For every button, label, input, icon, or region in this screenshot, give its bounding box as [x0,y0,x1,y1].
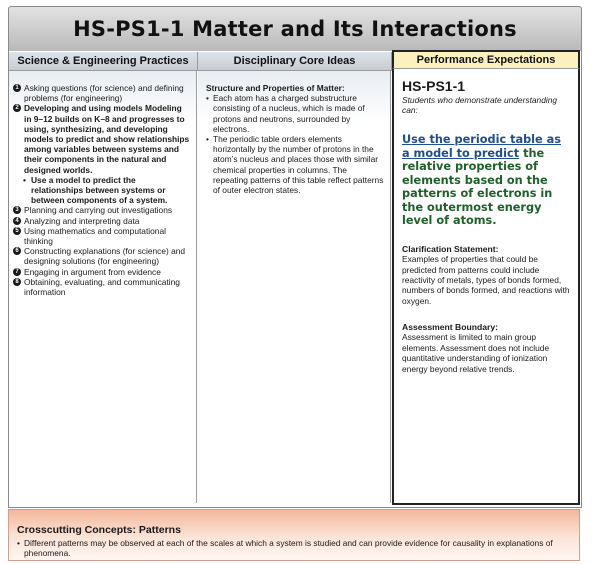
sep-column-header: Science & Engineering Practices [9,52,198,71]
assessment-text: Assessment is limited to main group elements. Assessment does not include quantitative understanding of ionization energy beyond relative trends. [402,332,550,374]
number-badge-icon: 2 [13,104,21,112]
sep-item-text: Planning and carrying out investigations [24,205,173,216]
pe-statement-link[interactable]: Use the periodic table as a model to predict [402,133,561,160]
sep-item-text: Using mathematics and computational thinking [24,225,166,247]
clarification-label: Clarification Statement: [402,243,499,254]
crosscutting-title: Crosscutting Concepts: Patterns [17,524,181,536]
sep-item [13,277,190,297]
sep-item [13,103,190,174]
crosscutting-box [8,509,580,561]
page-title: HS-PS1-1 Matter and Its Interactions [73,17,517,41]
sep-item-text: Analyzing and interpreting data [24,215,140,226]
sep-item-text: Obtaining, evaluating, and communicating information [24,276,180,298]
dci-column [198,71,391,503]
crosscutting-bullet [17,538,571,558]
pe-statement-rest: the relative properties of elements based on the patterns of electrons in the outermost energy level of atoms. [402,146,553,228]
clarification-text: Examples of properties that could be predicted from patterns could include reactivity of metals, types of bonds formed, numbers of bonds formed, and reactions with oxygen. [402,254,570,306]
bullet-icon: • [17,538,20,548]
number-badge-icon: 3 [13,206,21,214]
number-badge-icon: 8 [13,278,21,286]
sep-item [13,83,190,103]
crosscutting-text: Different patterns may be observed at each of the scales at which a system is studied and can provide evidence for causality in explanations of phenomena. [24,538,553,558]
sep-sub-bullet-text: Use a model to predict the relationships between systems or between components of a system. [31,174,168,206]
bullet-icon: • [206,134,209,145]
number-badge-icon: 6 [13,247,21,255]
bullet-icon: • [206,93,209,104]
sep-item [13,216,190,226]
sep-item-text: Asking questions (for science) and defining problems (for engineering) [24,83,184,104]
pe-statement [402,133,570,228]
pe-intro: Students who demonstrate understanding can: [402,95,558,116]
dci-bullet [206,134,384,195]
sep-sub-bullet [13,175,190,206]
dci-column-header: Disciplinary Core Ideas [198,52,392,71]
sep-column [9,71,197,503]
sep-item-text: Engaging in argument from evidence [24,266,161,277]
assessment-label: Assessment Boundary: [402,322,498,333]
number-badge-icon: 7 [13,268,21,276]
sep-item [13,267,190,277]
title-bar [8,6,582,52]
sep-item [13,226,190,246]
number-badge-icon: 1 [13,84,21,92]
dci-bullet-text: Each atom has a charged substructure consisting of a nucleus, which is made of protons and neutrons, surrounded by electrons. [213,93,365,134]
dci-heading: Structure and Properties of Matter: [206,83,345,93]
sep-item-text: Constructing explanations (for science) and designing solutions (for engineering) [24,246,186,267]
sep-item [13,246,190,266]
dci-bullet-text: The periodic table orders elements horizontally by the number of protons in the atom’s nucleus and places those with similar chemical properties in columns. The repeating patterns of this table reflect patterns of outer electron states. [213,134,384,196]
bullet-icon: • [23,174,26,185]
pe-column-header: Performance Expectations [392,50,580,69]
sep-item-text: Developing and using models Modeling in 9–12 builds on K–8 and progresses to using, synthesizing, and developing models to predict and show relationships among variables between systems and their components in the natural and designed worlds. [24,103,190,175]
sep-item [13,205,190,215]
number-badge-icon: 5 [13,227,21,235]
pe-column [392,69,580,505]
dci-bullet [206,93,384,134]
pe-code: HS-PS1-1 [402,78,466,94]
number-badge-icon: 4 [13,217,21,225]
